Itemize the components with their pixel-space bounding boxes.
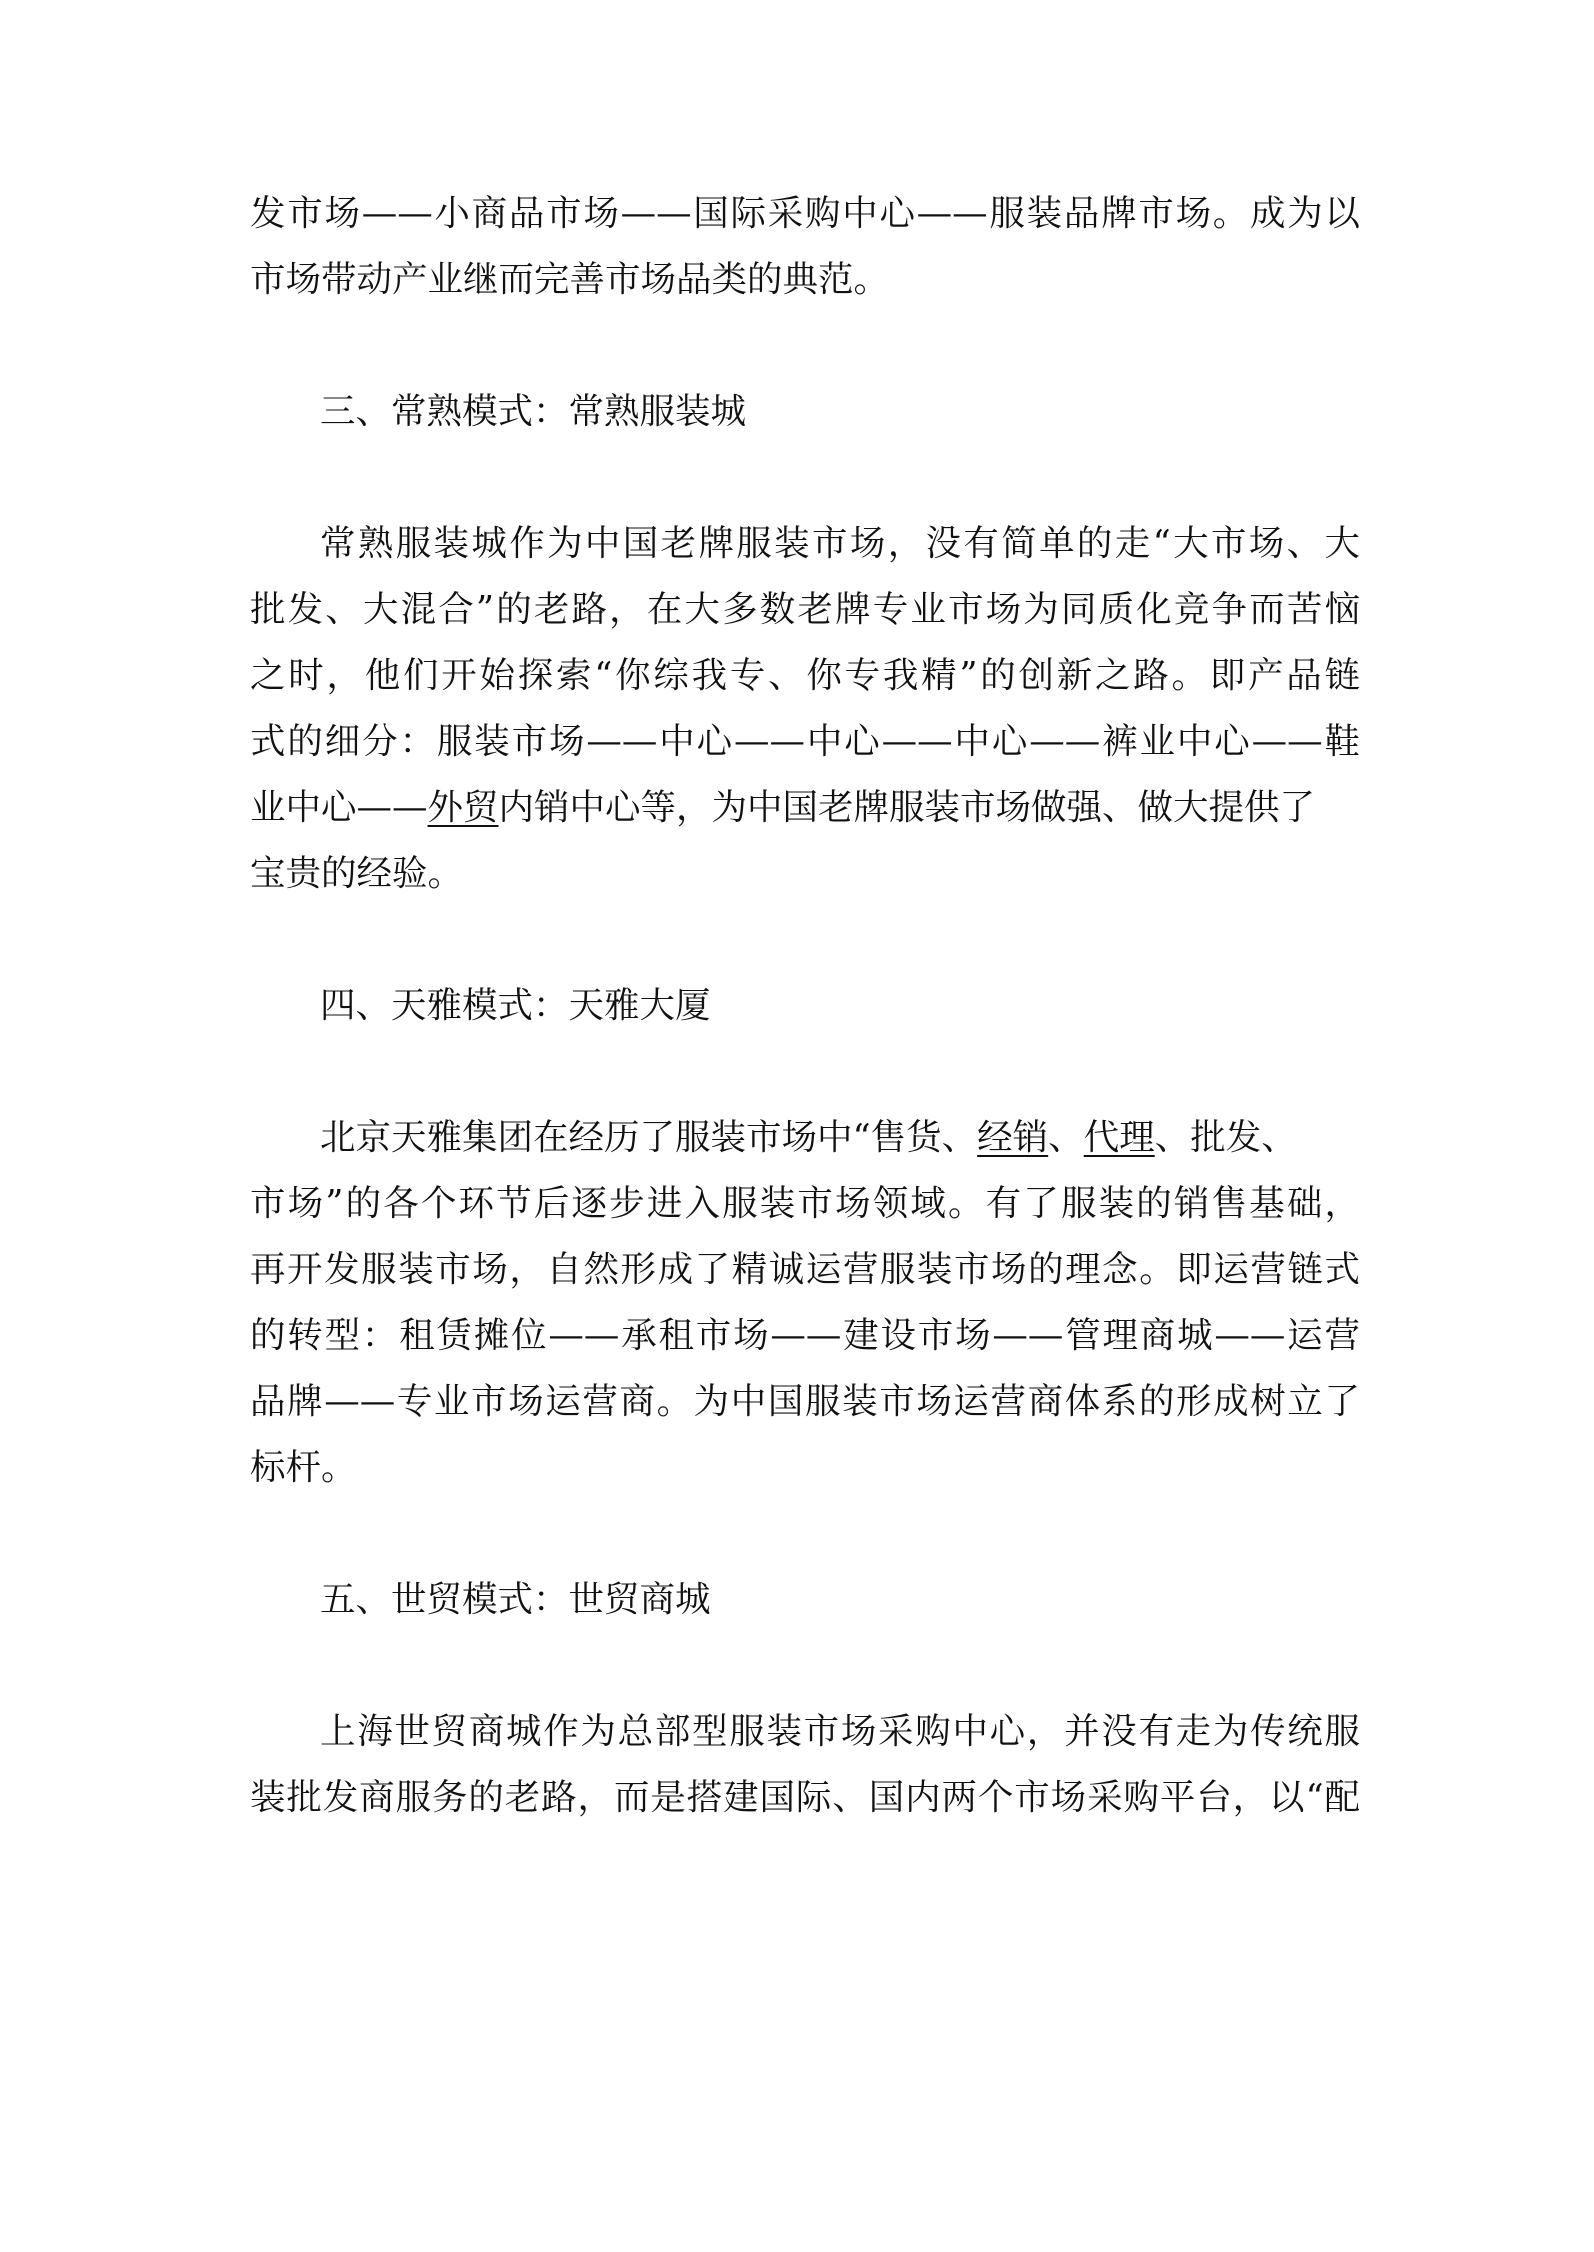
text-segment: 、 bbox=[1048, 1117, 1084, 1158]
paragraph-2-line-2: 市场带动产业继而完善市场品类的典范。 bbox=[250, 259, 890, 300]
paragraph-shimao-line-1: 上海世贸商城作为总部型服装市场采购中心，并没有走为传统服 bbox=[320, 1711, 1360, 1752]
paragraph-tianya-line-2: 市场”的各个环节后逐步进入服装市场领域。有了服装的销售基础， bbox=[250, 1183, 1360, 1224]
paragraph-tianya-line-1 bbox=[250, 1114, 1360, 1180]
link-waimao[interactable]: 外贸 bbox=[427, 787, 499, 828]
paragraph-changshu-line-2: 批发、大混合”的老路，在大多数老牌专业市场为同质化竞争而苦恼 bbox=[250, 589, 1360, 630]
section-heading-tianya: 四、天雅模式：天雅大厦 bbox=[320, 985, 711, 1026]
paragraph-changshu-line-6: 宝贵的经验。 bbox=[250, 853, 464, 894]
link-jingxiao[interactable]: 经销 bbox=[977, 1117, 1049, 1158]
text-segment: 业中心—— bbox=[250, 787, 428, 828]
paragraph-changshu-line-1: 常熟服装城作为中国老牌服装市场，没有简单的走“大市场、大 bbox=[320, 523, 1360, 564]
paragraph-tianya-line-6: 标杆。 bbox=[250, 1447, 357, 1488]
paragraph-shimao-line-2: 装批发商服务的老路，而是搭建国际、国内两个市场采购平台，以“配 bbox=[250, 1777, 1360, 1818]
paragraph-changshu-line-4: 式的细分：服装市场——中心——中心——中心——裤业中心——鞋 bbox=[250, 721, 1360, 762]
paragraph-tianya-line-4: 的转型：租赁摊位——承租市场——建设市场——管理商城——运营 bbox=[250, 1315, 1360, 1356]
text-segment: 、批发、 bbox=[1154, 1117, 1297, 1158]
link-daili[interactable]: 代理 bbox=[1083, 1117, 1155, 1158]
paragraph-tianya-line-5: 品牌——专业市场运营商。为中国服装市场运营商体系的形成树立了 bbox=[250, 1381, 1360, 1422]
text-segment: 北京天雅集团在经历了服装市场中“售货、 bbox=[320, 1117, 978, 1158]
paragraph-tianya-line-3: 再开发服装市场，自然形成了精诚运营服装市场的理念。即运营链式 bbox=[250, 1249, 1360, 1290]
section-heading-shimao: 五、世贸模式：世贸商城 bbox=[320, 1579, 711, 1620]
text-segment: 内销中心等，为中国老牌服装市场做强、做大提供了 bbox=[498, 787, 1316, 828]
section-heading-changshu: 三、常熟模式：常熟服装城 bbox=[320, 391, 747, 432]
document-page bbox=[250, 190, 1360, 1840]
paragraph-2-line-1: 发市场——小商品市场——国际采购中心——服装品牌市场。成为以 bbox=[250, 193, 1360, 234]
paragraph-changshu-line-5 bbox=[250, 784, 1360, 850]
paragraph-changshu-line-3: 之时，他们开始探索“你综我专、你专我精”的创新之路。即产品链 bbox=[250, 655, 1360, 696]
